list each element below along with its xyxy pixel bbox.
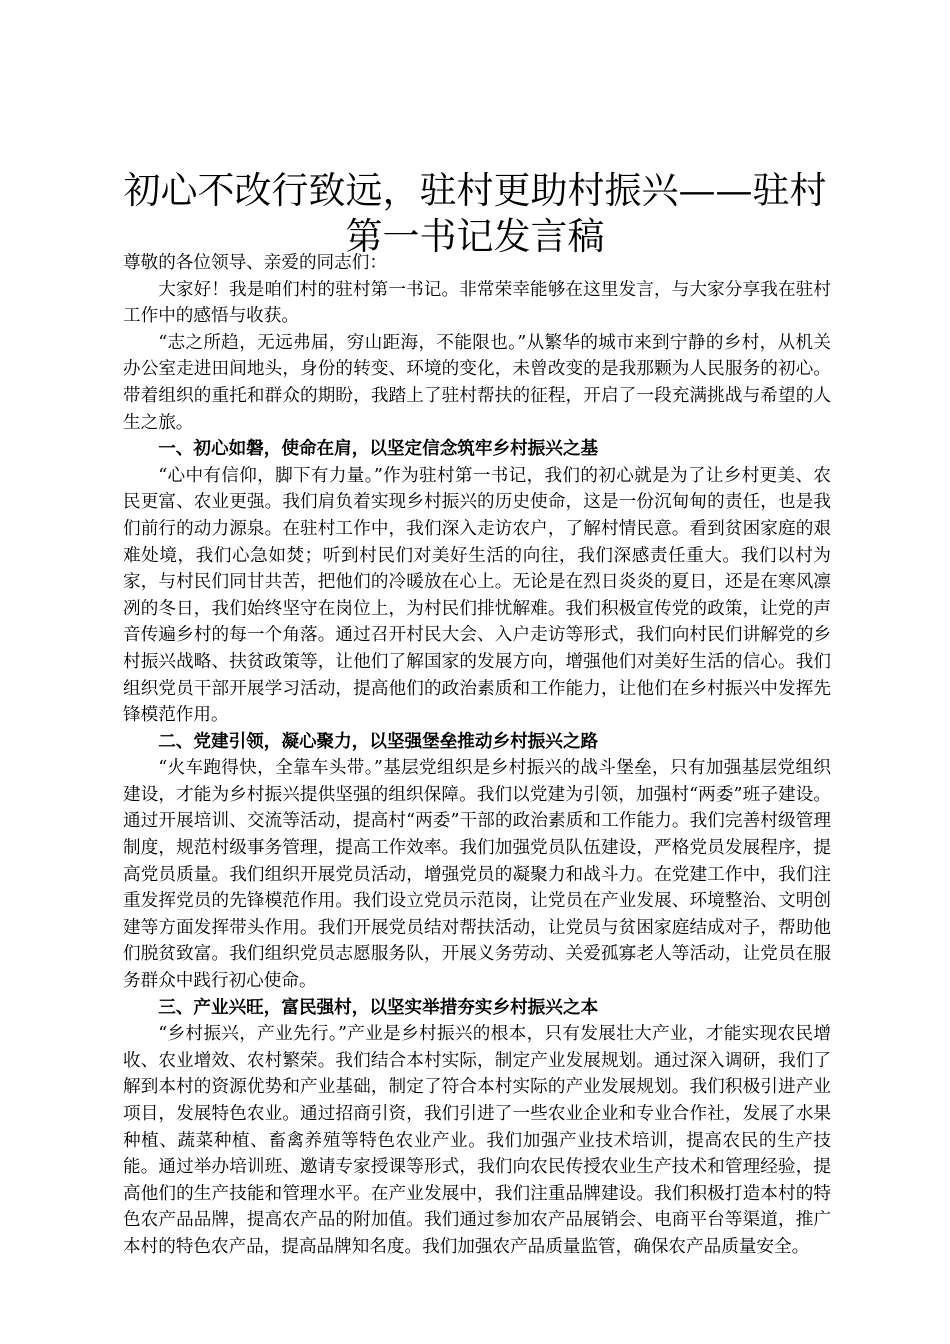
salutation: 尊敬的各位领导、亲爱的同志们： (123, 253, 387, 273)
document-title: 初心不改行致远，驻村更助村振兴——驻村第一书记发言稿 (123, 169, 827, 258)
intro-paragraph: 大家好！我是咱们村的驻村第一书记。非常荣幸能够在这里发言，与大家分享我在驻村工作中的感悟与收获。 (123, 279, 831, 327)
intro-paragraph: “志之所趋，无远弗届，穷山距海，不能限也。”从繁华的城市来到宁静的乡村，从机关办公室走进田间地头，身份的转变、环境的变化，未曾改变的是我那颗为人民服务的初心。带着组织的重托和群众的期盼，我踏上了驻村帮扶的征程，开启了一段充满挑战与希望的人生之旅。 (123, 332, 831, 433)
document-body (123, 250, 831, 1261)
section-heading: 二、党建引领，凝心聚力，以坚强堡垒推动乡村振兴之路 (158, 730, 599, 752)
section-paragraph: “心中有信仰，脚下有力量。”作为驻村第一书记，我们的初心就是为了让乡村更美、农民更富、农业更强。我们肩负着实现乡村振兴的历史使命，这是一份沉甸甸的责任，也是我们前行的动力源泉。在驻村工作中，我们深入走访农户，了解村情民意。看到贫困家庭的艰难处境，我们心急如焚；听到村民们对美好生活的向往，我们深感责任重大。我们以村为家，与村民们同甘共苦，把他们的冷暖放在心上。无论是在烈日炎炎的夏日，还是在寒风凛冽的冬日，我们始终坚守在岗位上，为村民们排忧解难。我们积极宣传党的政策，让党的声音传遍乡村的每一个角落。通过召开村民大会、入户走访等形式，我们向村民们讲解党的乡村振兴战略、扶贫政策等，让他们了解国家的发展方向，增强他们对美好生活的信心。我们组织党员干部开展学习活动，提高他们的政治素质和工作能力，让他们在乡村振兴中发挥先锋模范作用。 (123, 465, 831, 726)
section-heading: 三、产业兴旺，富民强村，以坚实举措夯实乡村振兴之本 (158, 996, 599, 1018)
section-paragraph: “乡村振兴，产业先行。”产业是乡村振兴的根本，只有发展壮大产业，才能实现农民增收、农业增效、农村繁荣。我们结合本村实际，制定产业发展规划。通过深入调研，我们了解到本村的资源优势和产业基础，制定了符合本村实际的产业发展规划。我们积极引进产业项目，发展特色农业。通过招商引资，我们引进了一些农业企业和专业合作社，发展了水果种植、蔬菜种植、畜禽养殖等特色农业产业。我们加强产业技术培训，提高农民的生产技能。通过举办培训班、邀请专家授课等形式，我们向农民传授农业生产技术和管理经验，提高他们的生产技能和管理水平。在产业发展中，我们注重品牌建设。我们积极打造本村的特色农产品品牌，提高农产品的附加值。我们通过参加农产品展销会、电商平台等渠道，推广本村的特色农产品，提高品牌知名度。我们加强农产品质量监管，确保农产品质量安全。 (123, 1024, 831, 1257)
section-heading: 一、初心如磐，使命在肩，以坚定信念筑牢乡村振兴之基 (158, 438, 599, 460)
section-paragraph: “火车跑得快，全靠车头带。”基层党组织是乡村振兴的战斗堡垒，只有加强基层党组织建设，才能为乡村振兴提供坚强的组织保障。我们以党建为引领，加强村“两委”班子建设。通过开展培训、交流等活动，提高村“两委”干部的政治素质和工作能力。我们完善村级管理制度，规范村级事务管理，提高工作效率。我们加强党员队伍建设，严格党员发展程序，提高党员质量。我们组织开展党员活动，增强党员的凝聚力和战斗力。在党建工作中，我们注重发挥党员的先锋模范作用。我们设立党员示范岗，让党员在产业发展、环境整治、文明创建等方面发挥带头作用。我们开展党员结对帮扶活动，让党员与贫困家庭结成对子，帮助他们脱贫致富。我们组织党员志愿服务队，开展义务劳动、关爱孤寡老人等活动，让党员在服务群众中践行初心使命。 (123, 758, 831, 992)
